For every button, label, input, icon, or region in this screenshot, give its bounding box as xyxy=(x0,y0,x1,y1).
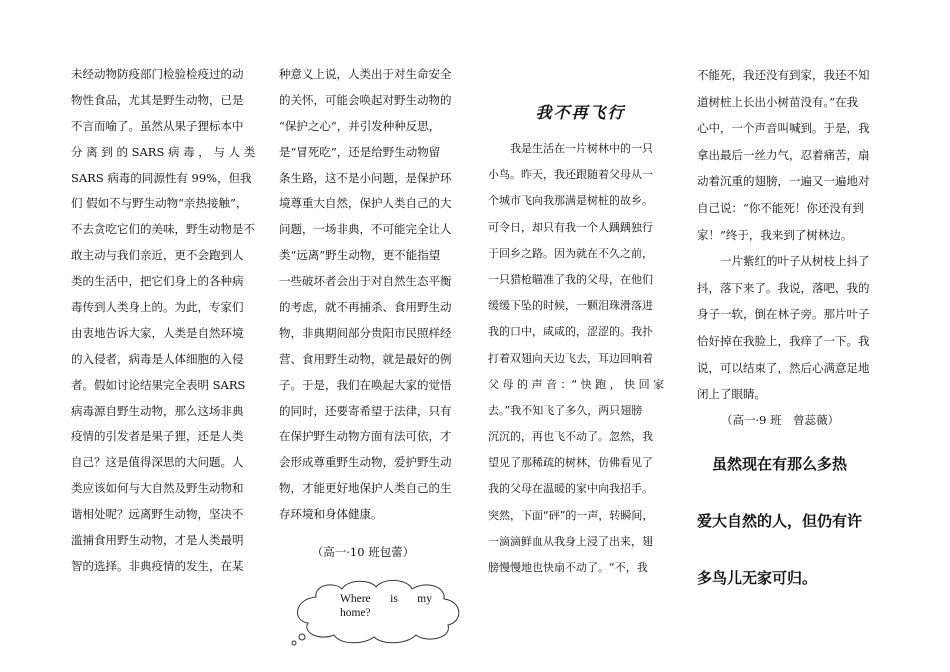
story-title: 我不再飞行 xyxy=(535,103,626,122)
text-line: 毒传到人类身上的。为此，专家们 xyxy=(71,300,244,315)
signature-text: （高一·9 班 曾蕊薇） xyxy=(721,413,840,427)
text-line: 的关怀，可能会唤起对野生动物的 xyxy=(279,92,452,107)
text-line: 存环境和身体健康。 xyxy=(279,507,383,522)
bubble-line-1 xyxy=(340,592,432,606)
article-column-1 xyxy=(71,62,261,580)
text-line: “保护之心“，并引发种种反思， xyxy=(279,118,441,133)
text-line: 者。假如讨论结果完全表明 SARS xyxy=(71,377,246,392)
text-line: 不能死，我还没有到家，我还不知 xyxy=(697,68,870,82)
text-line: 小鸟。昨天，我还跟随着父母从一 xyxy=(488,168,653,182)
bold-quote xyxy=(697,436,897,607)
text-line: 可令日，却只有我一个人踽踽独行 xyxy=(488,220,653,234)
text-line: 问题，一场非典，不可能完全让人 xyxy=(279,222,452,237)
text-line: 不去贪吃它们的美味，野生动物是不 xyxy=(71,222,255,237)
text-line: 滥捕食用野生动物，才是人类最明 xyxy=(71,533,244,548)
text-line: 谐相处呢？远离野生动物，坚决不 xyxy=(71,507,244,522)
text-line: 一只猎枪瞄准了我的父母，在他们 xyxy=(488,272,653,286)
text-line: 突然，下面“砰”的一声，转瞬间， xyxy=(488,508,654,522)
author-signature-baolei xyxy=(279,541,467,563)
text-line: 家！”终于，我来到了树林边。 xyxy=(697,227,853,242)
text-line: 分 离 到 的 SARS 病 毒 ， 与 人 类 xyxy=(71,144,256,159)
text-line: 我的口中，咸咸的，涩涩的。我扑 xyxy=(488,325,653,339)
text-line: 一滴滴鲜血从我身上浸了出来，翅 xyxy=(488,534,653,548)
text-line: 个城市飞向我那满是树桩的故乡。 xyxy=(488,194,653,208)
text-line: 物，才能更好地保护人类自己的生 xyxy=(279,481,452,496)
text-line: 说，可以结束了，然后心满意足地 xyxy=(697,360,870,375)
text-line: 类“远离”野生动物，更不能指望 xyxy=(279,248,441,263)
text-line: 缓缓下坠的时候，一颗泪珠滑落进 xyxy=(488,299,653,313)
text-line: 种意义上说，人类出于对生命安全 xyxy=(279,67,452,81)
story-column-3 xyxy=(488,136,673,581)
text-line: 自己说：“你不能死！你还没有到 xyxy=(697,200,864,215)
text-line: 物，非典期间部分贵阳市民照样经 xyxy=(279,325,452,340)
text-line: 父 母 的 声 音 ：“ 快 跑 ， 快 回 家 xyxy=(488,377,665,391)
text-line: 疫情的引发者是果子狸，还是人类 xyxy=(71,429,244,444)
text-line: SARS 病毒的同源性有 99%，但我 xyxy=(71,170,252,185)
text-line: 敢主动与我们亲近，更不会跑到人 xyxy=(71,248,244,263)
text-line: 道树桩上长出小树苗没有。”在我 xyxy=(697,94,859,109)
text-line: 由衷地告诉大家，人类是自然环境 xyxy=(71,325,244,340)
text-line: 类应该如何与大自然及野生动物和 xyxy=(71,481,244,496)
text-line: 不言而喻了。虽然从果子狸标本中 xyxy=(71,118,244,133)
text-line: 未经动物防疫部门检验检疫过的动 xyxy=(71,67,244,81)
text-line: 我是生活在一片树林中的一只 xyxy=(488,142,653,155)
bold-quote-line: 虽然现在有那么多热 xyxy=(697,455,848,473)
text-line: 望见了那稀疏的树林，仿佛看见了 xyxy=(488,456,653,470)
text-line: 的同时，还要寄希望于法律，只有 xyxy=(279,403,452,418)
text-line: 们 假如不与野生动物“亲热接触”， xyxy=(71,196,248,211)
text-line: 动着沉重的翅膀，一遍又一遍地对 xyxy=(697,174,870,189)
text-line: 拿出最后一丝力气，忍着痛苦，扇 xyxy=(697,147,870,162)
text-line: 子。于是，我们在唤起大家的觉悟 xyxy=(279,377,452,392)
text-line: 病毒源自野生动物，那么这场非典 xyxy=(71,403,244,418)
text-line: 会形成尊重野生动物，爱护野生动 xyxy=(279,455,452,470)
text-line: 自己？这是值得深思的大问题。人 xyxy=(71,455,244,470)
text-line: 智的选择。非典疫情的发生，在某 xyxy=(71,558,244,573)
text-line: 抖，落下来了。我说，落吧，我的 xyxy=(697,280,870,295)
text-line: 条生路，这不是小问题，是保护环 xyxy=(279,170,452,185)
text-line: 一些破坏者会出于对自然生态平衡 xyxy=(279,274,452,289)
bubble-text xyxy=(340,592,432,620)
text-line: 的入侵者，病毒是人体细胞的入侵 xyxy=(71,351,244,366)
text-line: 营、食用野生动物，就是最好的例 xyxy=(279,351,452,366)
text-line: 是“冒死吃”，还是给野生动物留 xyxy=(279,144,441,159)
text-line: 物性食品，尤其是野生动物，已是 xyxy=(71,92,244,107)
signature-text: （高一·10 班包蕾） xyxy=(311,545,415,559)
text-line: 我的父母在温暖的家中向我招手。 xyxy=(488,482,653,496)
bubble-line-2: home? xyxy=(340,607,371,619)
author-signature-zengruiwei xyxy=(697,409,887,431)
bold-quote-line: 多鸟儿无家可归。 xyxy=(697,569,818,587)
text-line: 的考虑，就不再捕杀、食用野生动 xyxy=(279,300,452,315)
story-column-4 xyxy=(697,62,887,408)
text-line: 心中，一个声音叫喊到。于是，我 xyxy=(697,121,870,136)
bubble-word: Where xyxy=(340,593,371,605)
text-line: 沉沉的，再也飞不动了。忽然，我 xyxy=(488,430,653,444)
text-line: 闭上了眼睛。 xyxy=(697,387,766,402)
text-line: 打着双翅向天边飞去，耳边回响着 xyxy=(488,351,653,365)
text-line: 境尊重大自然，保护人类自己的大 xyxy=(279,196,452,211)
text-line: 恰好掉在我脸上，我痒了一下。我 xyxy=(697,333,870,348)
text-line: 一片紫红的叶子从树枝上抖了 xyxy=(697,254,870,269)
bubble-word: is xyxy=(390,593,398,605)
text-line: 于回乡之路。因为就在不久之前， xyxy=(488,246,653,260)
text-line: 在保护野生动物方面有法可依，才 xyxy=(279,429,452,444)
article-column-2 xyxy=(279,62,467,528)
text-line: 膀慢慢地也快扇不动了。“不，我 xyxy=(488,561,648,574)
bubble-word: my xyxy=(417,593,432,605)
text-line: 去。”我不知飞了多久，两只翅膀 xyxy=(488,403,643,417)
text-line: 类的生活中，把它们身上的各种病 xyxy=(71,274,244,289)
text-line: 身子一软，倒在林子旁。那片叶子 xyxy=(697,307,870,322)
bold-quote-line: 爱大自然的人，但仍有许 xyxy=(697,512,863,530)
